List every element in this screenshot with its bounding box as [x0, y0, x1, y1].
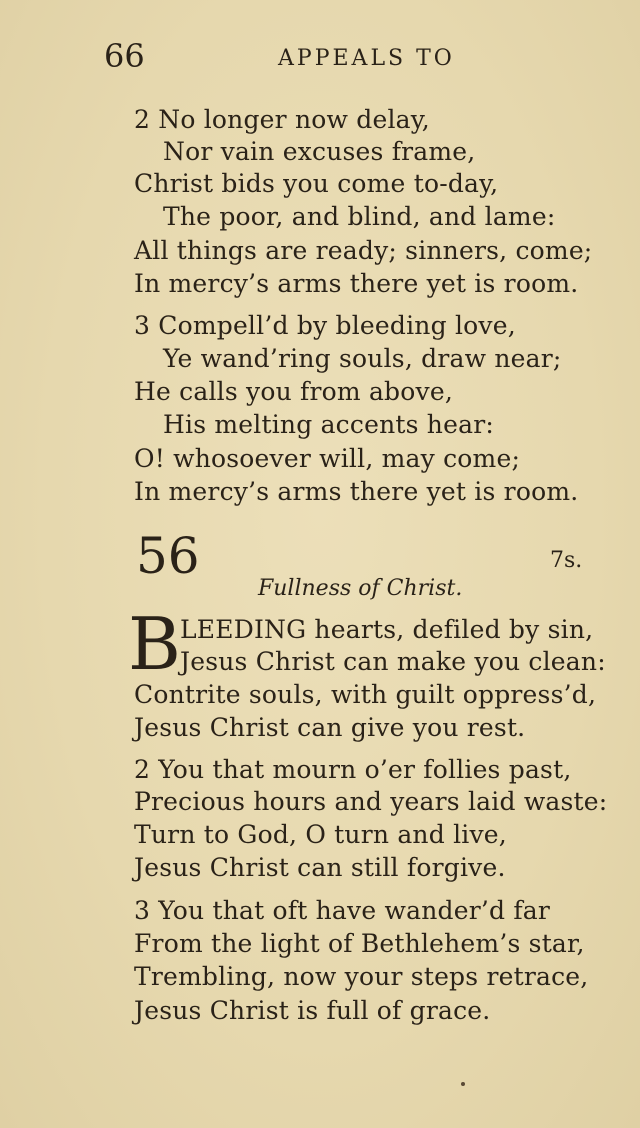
running-title: APPEALS TO: [278, 46, 455, 71]
stanza-line: From the light of Bethlehem’s star,: [134, 929, 585, 958]
stanza-line: All things are ready; sinners, come;: [134, 236, 593, 265]
stanza-line: Jesus Christ can give you rest.: [134, 713, 526, 742]
hymn-number: 56: [136, 527, 200, 585]
stanza-line: Nor vain excuses frame,: [163, 137, 476, 166]
stanza-line: 3 Compell’d by bleeding love,: [134, 311, 516, 340]
stanza-line: Ye wand’ring souls, draw near;: [163, 344, 562, 373]
stanza-line: 3 You that oft have wander’d far: [134, 896, 551, 925]
stanza-line: The poor, and blind, and lame:: [163, 202, 556, 231]
stanza-line: In mercy’s arms there yet is room.: [134, 477, 579, 506]
drop-cap: B: [128, 602, 181, 686]
stanza-line: Christ bids you come to-day,: [134, 169, 499, 198]
stanza-line: O! whosoever will, may come;: [134, 444, 521, 473]
stanza-line: Contrite souls, with guilt oppress’d,: [134, 680, 597, 709]
page-number: 66: [104, 37, 145, 75]
hymn-meter: 7s.: [550, 548, 583, 573]
stanza-line: Turn to God, O turn and live,: [134, 820, 507, 849]
stanza-line: He calls you from above,: [134, 377, 453, 406]
stanza-line: 2 You that mourn o’er follies past,: [134, 755, 572, 784]
stanza-line: In mercy’s arms there yet is room.: [134, 269, 579, 298]
stanza-line: Trembling, now your steps retrace,: [134, 962, 589, 991]
print-speck: [461, 1082, 465, 1086]
stanza-line: 2 No longer now delay,: [134, 105, 430, 134]
stanza-line: Jesus Christ can still forgive.: [134, 853, 506, 882]
stanza-line: LEEDING hearts, defiled by sin,: [180, 615, 594, 644]
stanza-line: His melting accents hear:: [163, 410, 494, 439]
stanza-line: Jesus Christ can make you clean:: [180, 647, 606, 676]
stanza-line: Precious hours and years laid waste:: [134, 787, 608, 816]
hymn-title: Fullness of Christ.: [258, 576, 463, 601]
stanza-line: Jesus Christ is full of grace.: [134, 996, 491, 1025]
